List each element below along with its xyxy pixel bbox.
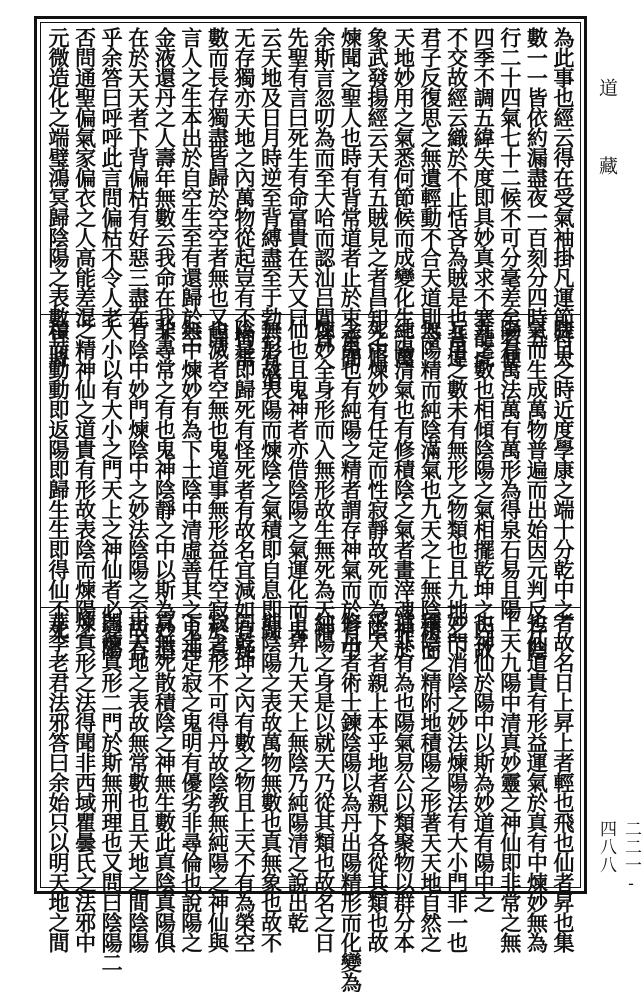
text-column: 仙也且鬼神者亦借陰陽之氣運化而鬼: [285, 319, 311, 639]
page-frame-inner: [40, 22, 581, 992]
text-column: 真無死散積陰之神無生數此真陰真陽俱: [152, 612, 178, 952]
text-column: 天地妙用之氣悉何節候而成變化生千萬: [391, 27, 417, 367]
text-register-middle: [41, 315, 580, 659]
text-column: 煉聞之聖人也時有背常道者止於束齋間: [338, 27, 364, 367]
text-column: 出天地之表故無常數也且天地之間陰陽: [125, 612, 151, 952]
text-column: 陰是即歸死有怪死者有故名宜減如有疑: [232, 319, 258, 659]
text-column: 之精神仙之道貴有形故表陰而煉陽之: [72, 319, 98, 639]
text-column: 妙門消陰之妙法煉陽法有大小門非一也: [444, 612, 470, 952]
text-column: 无存獨亦天地之內萬物從起豈有不拘常: [232, 27, 258, 367]
text-column: 上昇九天天上無陰乃純陽清之說出乾: [285, 612, 311, 932]
text-column: 道非有為也陽氣易公以類聚物以群分本: [391, 612, 417, 952]
text-column: 氣而生成萬物普遍而出始因元判反存陰: [524, 319, 550, 659]
text-column: 不交故經云織於不止恬吝為賊是也背違: [444, 27, 470, 367]
text-column: 有陰中妙門煉陰中之妙法陰陽之至故有: [125, 319, 151, 659]
text-column: 修丹者術士鍊陰陽以為丹出陽精形而化變為: [338, 612, 364, 992]
text-column: 也滅者空無也鬼道事無形益任空寂於真: [205, 319, 231, 659]
text-column: 寂之形不可得丹故陰教無純陽之神仙與: [205, 612, 231, 952]
text-column: 大小以有大小之門天上之神仙者必變陽: [99, 319, 125, 659]
text-column: 上天九陽中清真妙靈之神仙即非常之無: [497, 612, 523, 952]
text-column: 互用之數未有無形之物類也且九地之下: [444, 319, 470, 659]
page-frame: [34, 16, 587, 992]
text-column: 非尋常之有也鬼神陰靜之中以斯為妙道: [152, 319, 178, 659]
text-column: 死中煉妙有任定而性寂靜故死而為陰: [364, 319, 390, 639]
text-column: 者故名日上昇上者輕也飛也仙者昇也集: [550, 612, 576, 952]
text-column: 乎余答曰呼呼此言問偏枯不令人老: [99, 27, 125, 327]
text-column: 無陽精而純陰滿氣也九天之上無陰精而: [418, 319, 444, 659]
side-header: 道 藏: [596, 78, 618, 195]
text-column: 行二十四氣七十二候不可分毫差矣若便: [497, 27, 523, 367]
text-column: 言人之生本出於自空生至有還歸於空: [178, 27, 204, 347]
text-column: 也神仙於陽中以斯為妙道有陽中之: [471, 612, 497, 912]
text-column: 純陽清氣也有修積陰之氣者畫滓魂神於: [391, 319, 417, 659]
text-column: 乎天者親上本乎地者親下各從其類也故: [364, 612, 390, 952]
text-column: 陽有萬法萬有萬形為得泉石易且陽: [497, 319, 523, 619]
text-column: 象武發揚經云天有五賊見之者昌知之脩: [364, 27, 390, 367]
text-column: 煉真形之法得聞非西域瞿曇氏之法邪中: [72, 612, 98, 952]
text-register-top: [41, 23, 580, 387]
text-column: 余斯言忽叨為而至大哈而認汕吕閭皆: [311, 27, 337, 347]
text-column: 睫目之時近度學康之端十分乾中之: [550, 319, 576, 619]
text-column: 元微造化之端璧鴻冥歸陰陽之表數宜將: [46, 27, 71, 367]
text-column: 九之數也相傾陰陽之氣相擺乾坤之內故: [471, 319, 497, 659]
text-column: 同乾坤之內有數之物且上天不有為榮空: [232, 612, 258, 952]
text-column: 下土定寂之鬼明有優劣非尋倫也說陽之: [178, 612, 204, 952]
text-column: 四季不調五緯失度即具妙真求不塞龍虎: [471, 27, 497, 367]
text-column: 為此事也經云得在受氣袖掛凡運節符大: [550, 27, 576, 367]
text-column: 華李老君法邪答曰余始只以明天地之間: [46, 612, 71, 952]
text-column: 金液還丹之人壽年無數云我命在我不: [152, 27, 178, 347]
text-column: 云天地及日月時逆至背縛盡至于勃石有消: [258, 27, 284, 387]
text-column: 之鬼也有純陽之精者謂存神氣而於有中: [338, 319, 364, 659]
page-number: 二二一-四八八: [596, 820, 641, 895]
text-column: 積而動動即返陽即歸生生即得仙不死: [46, 319, 71, 639]
text-column: 煉妙全身形而入無形故生無死為天神: [311, 319, 337, 639]
text-register-bottom: [41, 608, 580, 992]
text-column: 在於天天者下背偏枯有好惡三盡在: [125, 27, 151, 327]
text-column: 無中煉妙有為下土陰中清虛善其之鬼神: [178, 319, 204, 659]
text-column: 君子反復思之無遺輕動不合天道則令: [418, 27, 444, 347]
text-column: 無形故表陽而煉陰之氣積即自息即歸: [258, 319, 284, 639]
text-column: 先聖有言曰死生有命富貴在天又曰: [285, 27, 311, 327]
text-column: 否問通聖偏氣家偏衣之人高能差混: [72, 27, 98, 327]
text-column: 門煉真形二門於斯無刑理也又問曰陰陽二: [99, 612, 125, 972]
text-column: 坤陰陽之表故萬物無數也真無象也故不: [258, 612, 284, 952]
text-column: 純陽之身是以就天乃從其類也故名之日: [311, 612, 337, 952]
text-column: 數一一皆依約漏盡夜一百刻分四時五: [524, 27, 550, 347]
text-column: 數而長存獨盡皆歸於空空者無也又開: [205, 27, 231, 347]
text-column: 積陰之精附地積陽之形著天天地自然之: [418, 612, 444, 952]
text-column: 也仙道貴有形益運氣於真有中煉妙無為: [524, 612, 550, 952]
